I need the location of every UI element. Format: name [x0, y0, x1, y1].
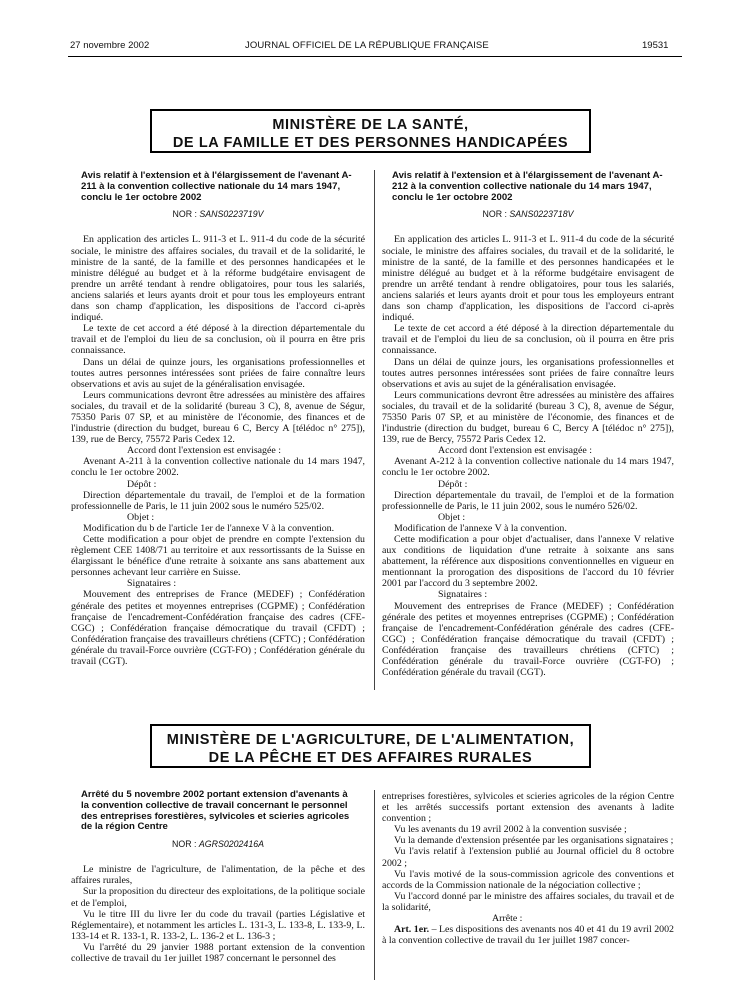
ministry-agriculture-line1: MINISTÈRE DE L'AGRICULTURE, DE L'ALIMENTATION,	[166, 732, 575, 748]
avis-a211-accord-heading: Accord dont l'extension est envisagée :	[127, 445, 281, 457]
arrete-col-a	[71, 790, 365, 964]
avis-a212-p1: En application des articles L. 911-3 et L. 911-4 du code de la sécurité sociale, le ministre des affaires sociales, du travail et de la solidarité, le ministre de la santé, de la famille et des personnes handicapées et le ministre délégué au budget et à la réforme budgétaire envisagent de prendre un arrêté tendant à rendre obligatoires, pour tous les salariés, anciens salariés et leurs ayants droit et pour tous les employeurs entrant dans son champ d'application, les dispositions de l'accord ci-après indiqué.	[382, 234, 674, 324]
arrete-b2: Vu les avenants du 19 avril 2002 à la convention susvisée ;	[394, 824, 627, 836]
arrete-nor: NOR : AGRS0202416A	[172, 839, 264, 850]
avis-a211-depot-heading: Dépôt :	[127, 478, 157, 490]
ministry-sante-line1: MINISTÈRE DE LA SANTÉ,	[272, 117, 469, 133]
avis-a212-p2: Le texte de cet accord a été déposé à la direction départementale du travail et de l'emploi du lieu de sa conclusion, où il pourra en être pris connaissance.	[382, 323, 674, 357]
arrete-article-label: Art. 1er.	[394, 924, 430, 936]
avis-a211-depot: Direction départementale du travail, de l'emploi et de la formation professionnelle de Paris, le 11 juin 2002 sous le numéro 525/02.	[71, 489, 365, 512]
avis-a212	[382, 171, 674, 678]
avis-a211-signataires: Mouvement des entreprises de France (MEDEF) ; Confédération générale des petites et moyennes entreprises (CGPME) ; Confédération française de l'encadrement-Confédération française des cadres (CFE-CGC) ; Confédération française démocratique du travail (CFDT) ; Confédération française des travailleurs chrétiens (CFTC) ; Confédération générale du travail-Force ouvrière (CGT-FO) ; Confédération générale du travail (CGT).	[71, 589, 365, 668]
ministry-agriculture-box	[150, 724, 591, 768]
arrete-a3: Vu le titre III du livre Ier du code du travail (parties Législative et Réglementaire), et notamment les articles L. 131-3, L. 133-8, L. 133-9, L. 133-14 et R. 133-1, R. 133-2, L. 136-2 et L. 136-3 ;	[71, 908, 365, 942]
arrete-col-b	[382, 791, 674, 946]
avis-a211-objet-heading: Objet :	[127, 511, 155, 523]
arrete-article-1	[382, 924, 674, 946]
header-journal-title: JOURNAL OFFICIEL DE LA RÉPUBLIQUE FRANÇAISE	[245, 40, 489, 51]
avis-a211-p1: En application des articles L. 911-3 et L. 911-4 du code de la sécurité sociale, le ministre des affaires sociales, du travail et de la solidarité, le ministre de la santé, de la famille et des personnes handicapées et le ministre délégué au budget et à la réforme budgétaire envisagent de prendre un arrêté tendant à rendre obligatoires, pour tous les salariés, anciens salariés et leurs ayants droit et pour tous les employeurs entrant dans son champ d'application, les dispositions de l'accord ci-après indiqué.	[71, 234, 365, 324]
avis-a212-depot: Direction départementale du travail, de l'emploi et de la formation professionnelle de Paris, le 11 juin 2002, sous le numéro 526/02.	[382, 489, 674, 512]
avis-a212-signataires-heading: Signataires :	[438, 589, 488, 601]
avis-a211-objet2: Cette modification a pour objet de prendre en compte l'extension du règlement CEE 1408/71 au territoire et aux ressortissants de la Suisse en élargissant le bénéfice d'une retraite à soixante ans sans abattement aux personnes achevant leur carrière en Suisse.	[71, 534, 365, 579]
avis-a211-title: Avis relatif à l'extension et à l'élargissement de l'avenant A-211 à la convention collective nationale du 14 mars 1947, conclu le 1er octobre 2002	[81, 170, 352, 203]
ministry-sante-box	[150, 109, 591, 153]
arrete-heading: Arrête :	[492, 913, 523, 925]
avis-a212-p3: Dans un délai de quinze jours, les organisations professionnelles et toutes autres personnes intéressées sont priées de faire connaître leurs observations et avis au sujet de la généralisation envisagée.	[382, 356, 674, 390]
avis-a211-p2: Le texte de cet accord a été déposé à la direction départementale du travail et de l'emploi du lieu de sa conclusion, où il pourra en être pris connaissance.	[71, 323, 365, 357]
ministry-sante-line2: DE LA FAMILLE ET DES PERSONNES HANDICAPÉES	[172, 135, 569, 151]
arrete-b1: entreprises forestières, sylvicoles et scieries agricoles de la région Centre et les arrêtés successifs portant extension des avenants à ladite convention ;	[382, 791, 674, 825]
avis-a211-p3: Dans un délai de quinze jours, les organisations professionnelles et toutes autres personnes intéressées sont priées de faire connaître leurs observations et avis au sujet de la généralisation envisagée.	[71, 356, 365, 390]
avis-a211-nor: NOR : SANS0223719V	[172, 209, 264, 220]
avis-a211-signataires-heading: Signataires :	[127, 578, 177, 590]
avis-a212-nor: NOR : SANS0223718V	[482, 209, 574, 220]
arrete-b6: Vu l'accord donné par le ministre des affaires sociales, du travail et de la solidarité,	[382, 890, 674, 913]
avis-a211-accord: Avenant A-211 à la convention collective nationale du 14 mars 1947, conclu le 1er octobre 2002.	[71, 456, 365, 479]
avis-a212-signataires: Mouvement des entreprises de France (MEDEF) ; Confédération générale des petites et moyennes entreprises (CGPME) ; Confédération française de l'encadrement-Confédération générale des cadres (CFE-CGC) ; Confédération française démocratique du travail (CFDT) ; Confédération française des travailleurs chrétiens (CFTC) ; Confédération générale du travail-Force ouvrière (CGT-FO) ; Confédération générale du travail (CGT).	[382, 600, 674, 679]
avis-a212-p4: Leurs communications devront être adressées au ministère des affaires sociales, du travail et de la solidarité (bureau 3 C), 8, avenue de Ségur, 75350 Paris 07 SP, et au ministère de l'économie, des finances et de l'industrie (direction du budget, bureau 6 C, Bercy A [télédoc n° 275]), 139, rue de Bercy, 75572 Paris Cedex 12.	[382, 389, 674, 446]
arrete-article-text: – Les dispositions des avenants nos 40 et 41 du 19 avril 2002 à la convention collective de travail du 1er juillet 1987 concer-	[382, 924, 674, 947]
header-page-number: 19531	[642, 40, 669, 51]
arrete-title: Arrêté du 5 novembre 2002 portant extension d'avenants à la convention collective de travail concernant le personnel des entreprises forestières, sylvicoles et scieries agricoles de la région Centre	[81, 789, 350, 833]
avis-a212-objet2: Cette modification a pour objet d'actualiser, dans l'annexe V relative aux conditions de liquidation d'une retraite à soixante ans sans abattement, la référence aux dispositions conventionnelles en vigueur en mentionnant la prorogation des dispositions de l'accord du 10 février 2001 par l'accord du 3 septembre 2002.	[382, 534, 674, 590]
ministry-agriculture-line2: DE LA PÊCHE ET DES AFFAIRES RURALES	[208, 750, 533, 766]
arrete-a2: Sur la proposition du directeur des exploitations, de la politique sociale et de l'emploi,	[71, 886, 365, 909]
avis-a212-accord: Avenant A-212 à la convention collective nationale du 14 mars 1947, conclu le 1er octobre 2002.	[382, 456, 674, 479]
avis-a211-objet1: Modification du b de l'article 1er de l'annexe V à la convention.	[83, 522, 335, 534]
arrete-b4: Vu l'avis relatif à l'extension publié au Journal officiel du 8 octobre 2002 ;	[382, 846, 674, 869]
avis-a212-objet1: Modification de l'annexe V à la convention.	[394, 522, 567, 534]
arrete-a4: Vu l'arrêté du 29 janvier 1988 portant extension de la convention collective de travail du 1er juillet 1987 concernant le personnel des	[71, 941, 365, 965]
avis-a212-objet-heading: Objet :	[438, 511, 466, 523]
avis-a212-accord-heading: Accord dont l'extension est envisagée :	[438, 445, 592, 457]
arrete-b5: Vu l'avis motivé de la sous-commission agricole des conventions et accords de la Commission nationale de la négociation collective ;	[382, 868, 674, 891]
arrete-b3: Vu la demande d'extension présentée par les organisations signataires ;	[394, 835, 674, 847]
avis-a211-p4: Leurs communications devront être adressées au ministère des affaires sociales, du travail et de la solidarité (bureau 3 C), 8, avenue de Ségur, 75350 Paris 07 SP, et au ministère de l'économie, des finances et de l'industrie (direction du budget, bureau 6 C, Bercy A [télédoc n° 275]), 139, rue de Bercy, 75572 Paris Cedex 12.	[71, 389, 365, 446]
arrete-a1: Le ministre de l'agriculture, de l'alimentation, de la pêche et des affaires rurales,	[71, 864, 365, 887]
header-date: 27 novembre 2002	[70, 40, 150, 51]
avis-a212-title: Avis relatif à l'extension et à l'élargissement de l'avenant A-212 à la convention collective nationale du 14 mars 1947, conclu le 1er octobre 2002	[392, 170, 663, 203]
avis-a211	[71, 171, 365, 667]
column-divider	[374, 170, 375, 690]
header-rule	[68, 56, 682, 57]
column-divider-2	[374, 790, 375, 980]
avis-a212-depot-heading: Dépôt :	[438, 478, 468, 490]
